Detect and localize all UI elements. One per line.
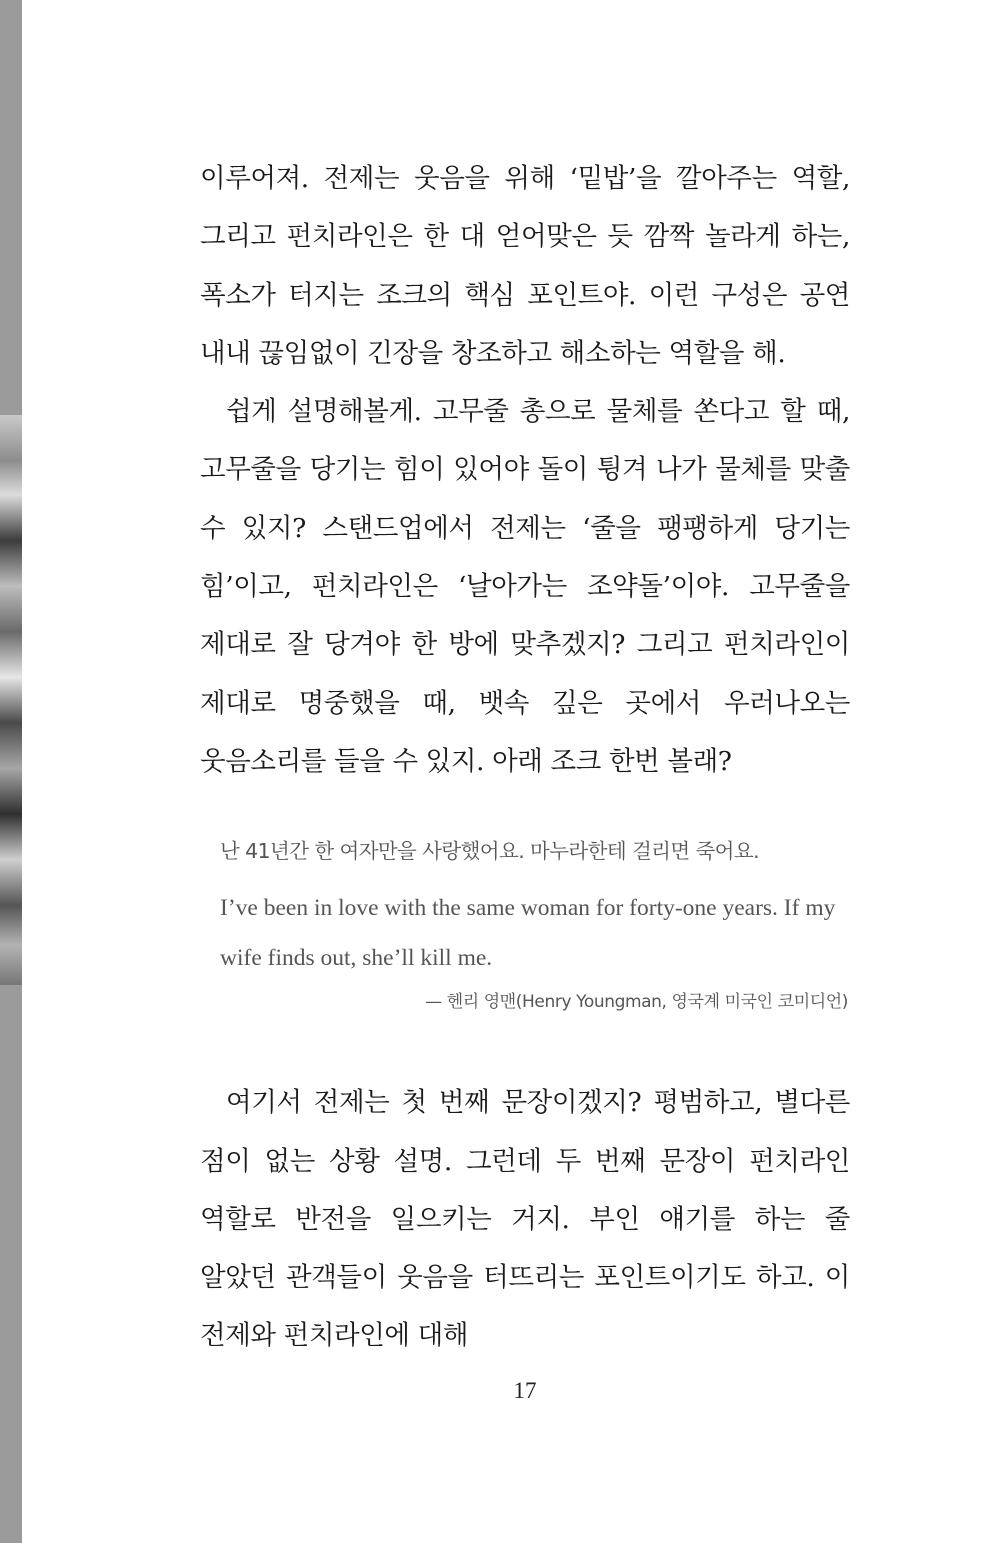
page-edge-photo bbox=[0, 415, 22, 985]
paragraph-3: 여기서 전제는 첫 번째 문장이겠지? 평범하고, 별다른 점이 없는 상황 설명. 그런데 두 번째 문장이 펀치라인 역할로 반전을 일으키는 거지. 부인 얘기를 하는 줄 알았던 관객들이 웃음을 터뜨리는 포인트이기도 하고. 이 전제와 펀치라인에 대해 bbox=[200, 1087, 850, 1352]
paragraph-2: 쉽게 설명해볼게. 고무줄 총으로 물체를 쏜다고 할 때, 고무줄을 당기는 힘이 있어야 돌이 튕겨 나가 물체를 맞출 수 있지? 스탠드업에서 전제는 ‘줄을 팽팽하게 당기는 힘’이고, 펀치라인은 ‘날아가는 조약돌’이야. 고무줄을 제대로 잘 당겨야 한 방에 맞추겠지? 그리고 펀치라인이 제대로 명중했을 때, 뱃속 깊은 곳에서 우러나오는 웃음소리를 들을 수 있지. 아래 조크 한번 볼래? bbox=[200, 396, 850, 777]
page-number: 17 bbox=[513, 1378, 537, 1403]
page-body bbox=[200, 150, 850, 1366]
paragraph-1: 이루어져. 전제는 웃음을 위해 ‘밑밥’을 깔아주는 역할, 그리고 펀치라인은 한 대 얻어맞은 듯 깜짝 놀라게 하는, 폭소가 터지는 조크의 핵심 포인트야. 이런 구성은 공연 내내 끊임없이 긴장을 창조하고 해소하는 역할을 해. bbox=[200, 163, 850, 369]
quote-attribution: — 헨리 영맨(Henry Youngman, 영국계 미국인 코미디언) bbox=[425, 992, 848, 1013]
quote-english: I’ve been in love with the same woman for forty-one years. If my wife finds out, she’ll kill me. bbox=[220, 895, 836, 972]
quote-korean: 난 41년간 한 여자만을 사랑했어요. 마누라한테 걸리면 죽어요. bbox=[220, 839, 760, 864]
quote-block bbox=[200, 833, 850, 1012]
